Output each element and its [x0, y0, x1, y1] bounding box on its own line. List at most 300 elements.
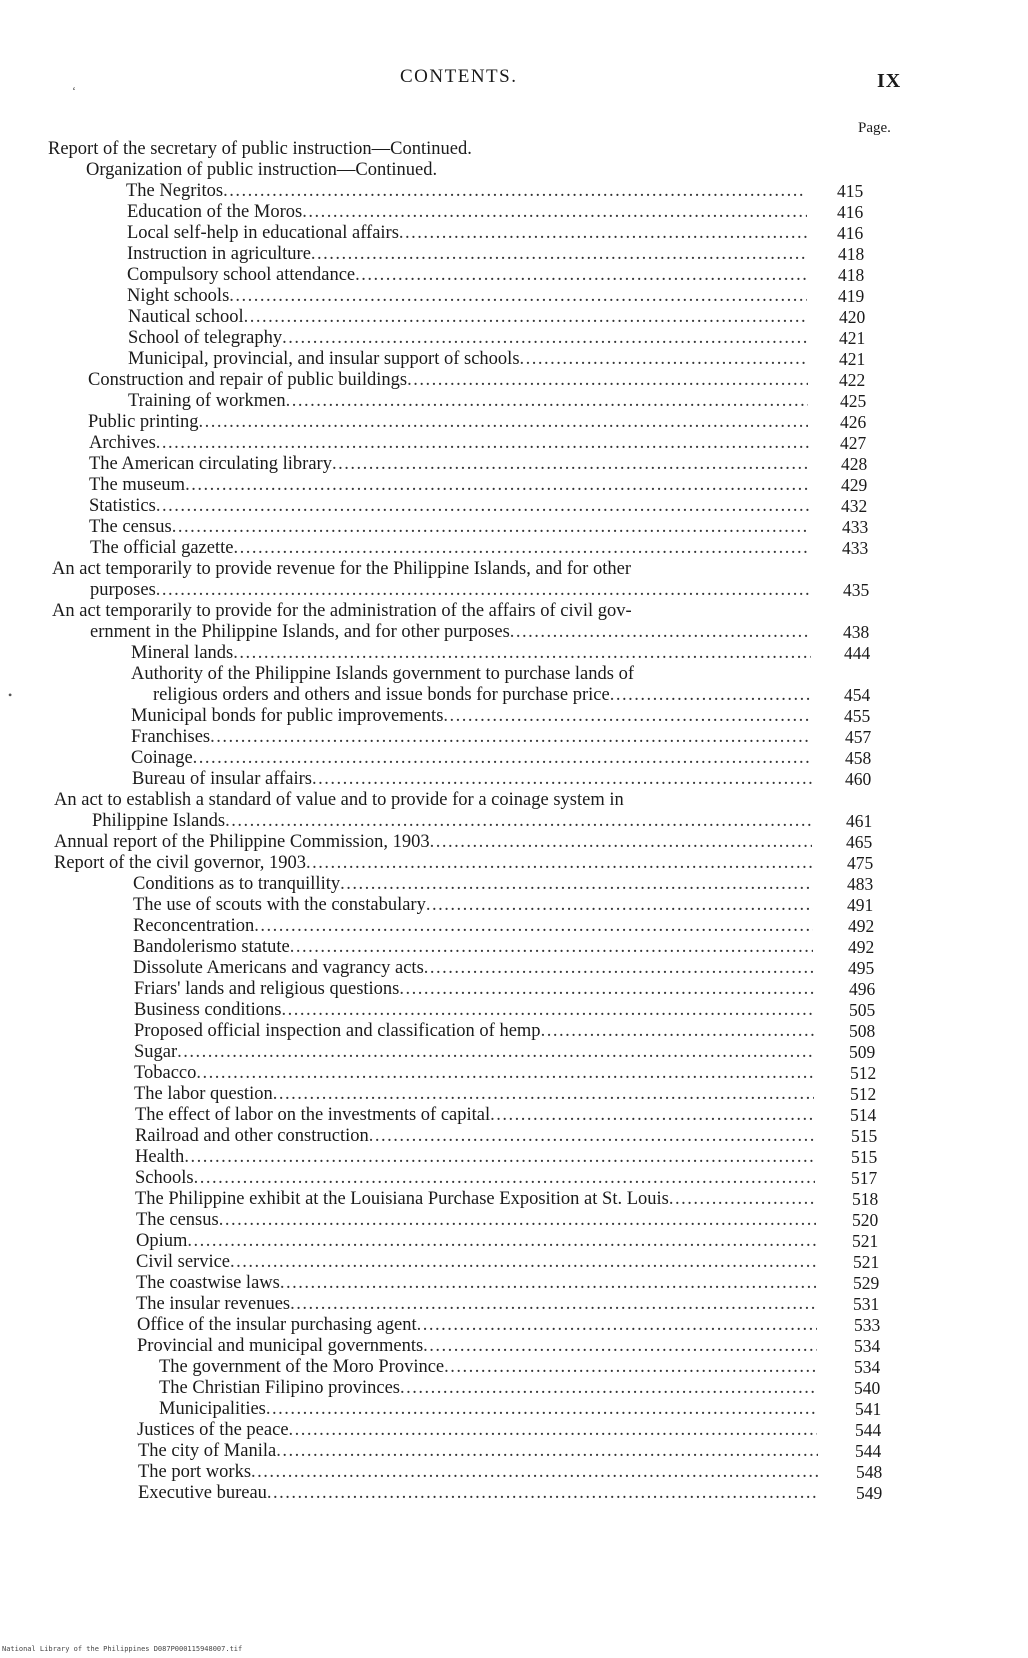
- toc-entry-text-row: [127, 286, 807, 307]
- toc-entry: [0, 601, 1028, 622]
- toc-entry-text-row: [128, 349, 808, 370]
- toc-entry: [0, 286, 1028, 307]
- toc-entry-page-number: 483: [847, 874, 874, 894]
- toc-entry-title: Office of the insular purchasing agent: [137, 1315, 417, 1335]
- dot-leader: [251, 1462, 818, 1483]
- toc-entry-page-number: 418: [838, 244, 865, 264]
- toc-entry-page-number: 518: [852, 1189, 879, 1209]
- toc-entry-text-row: [52, 559, 631, 580]
- toc-entry: [0, 916, 1028, 937]
- toc-entry-page-number: 454: [844, 685, 871, 705]
- toc-entry-text-row: [126, 181, 806, 202]
- toc-entry: [0, 1168, 1028, 1189]
- dot-leader: [443, 706, 811, 727]
- toc-entry: [0, 1357, 1028, 1378]
- toc-entry-title: Instruction in agriculture: [127, 244, 311, 264]
- dot-leader: [332, 454, 809, 475]
- dot-leader: [510, 622, 810, 643]
- dot-leader: [423, 1336, 817, 1357]
- toc-entry: [0, 433, 1028, 454]
- toc-entry-text-row: [92, 811, 812, 832]
- toc-entry-text-row: [159, 1378, 817, 1399]
- toc-entry-title: The use of scouts with the constabulary: [133, 895, 426, 915]
- dot-leader: [156, 496, 809, 517]
- toc-entry-page-number: 512: [850, 1063, 877, 1083]
- toc-entry: [0, 769, 1028, 790]
- toc-entry-text-row: [128, 391, 808, 412]
- toc-entry-page-number: 465: [846, 832, 873, 852]
- toc-entry-title: Provincial and municipal governments: [137, 1336, 424, 1356]
- toc-entry: [0, 664, 1028, 685]
- toc-entry-text-row: [48, 139, 472, 160]
- toc-entry-title: The official gazette: [90, 538, 234, 558]
- toc-entry: [0, 1399, 1028, 1420]
- toc-entry-page-number: 515: [851, 1147, 878, 1167]
- toc-entry-title: An act to establish a standard of value and to provide for a coinage system in: [54, 790, 624, 810]
- toc-entry-page-number: 508: [849, 1021, 876, 1041]
- toc-entry: [0, 1420, 1028, 1441]
- toc-entry: [0, 1084, 1028, 1105]
- dot-leader: [282, 328, 808, 349]
- toc-entry: [0, 181, 1028, 202]
- toc-entry: [0, 1105, 1028, 1126]
- dot-leader: [520, 349, 808, 370]
- toc-entry-text-row: [90, 538, 810, 559]
- dot-leader: [156, 580, 810, 601]
- toc-entry-page-number: 460: [845, 769, 872, 789]
- toc-entry: [0, 706, 1028, 727]
- toc-entry-text-row: [134, 1084, 814, 1105]
- toc-entry-page-number: 455: [844, 706, 871, 726]
- dot-leader: [444, 1357, 817, 1378]
- toc-entry-page-number: 544: [855, 1441, 882, 1461]
- toc-entry-text-row: [54, 853, 812, 874]
- page-column-label: Page.: [858, 120, 891, 136]
- page-title: CONTENTS.: [400, 66, 518, 87]
- toc-entry-title: The labor question: [134, 1084, 273, 1104]
- toc-entry-page-number: 496: [849, 979, 876, 999]
- toc-entry: [0, 265, 1028, 286]
- toc-entry-text-row: [133, 916, 813, 937]
- toc-entry: [0, 1042, 1028, 1063]
- toc-entry-page-number: 457: [845, 727, 872, 747]
- toc-entry-title: The census: [89, 517, 172, 537]
- toc-entry: [0, 895, 1028, 916]
- toc-entry-title: Philippine Islands: [92, 811, 226, 831]
- toc-entry-text-row: [138, 1441, 818, 1462]
- dot-leader: [669, 1189, 815, 1210]
- toc-entry-text-row: [159, 1399, 817, 1420]
- dot-leader: [311, 244, 807, 265]
- toc-entry-text-row: [131, 748, 811, 769]
- toc-entry-page-number: 458: [845, 748, 872, 768]
- dot-leader: [276, 1441, 818, 1462]
- toc-entry-page-number: 415: [837, 181, 864, 201]
- toc-entry-text-row: [138, 1483, 818, 1504]
- toc-entry-title: The census: [136, 1210, 219, 1230]
- toc-entry-text-row: [131, 706, 811, 727]
- dot-leader: [233, 538, 810, 559]
- page-number: IX: [877, 70, 902, 92]
- toc-entry-title: Organization of public instruction—Continued.: [86, 160, 438, 180]
- dot-leader: [400, 1378, 817, 1399]
- toc-entry-title: Annual report of the Philippine Commission, 1903: [54, 832, 430, 852]
- toc-entry: [0, 1000, 1028, 1021]
- toc-entry: [0, 412, 1028, 433]
- toc-entry-title: An act temporarily to provide revenue for the Philippine Islands, and for other: [52, 559, 631, 579]
- toc-entry-title: Public printing: [88, 412, 199, 432]
- toc-entry-text-row: [134, 1063, 814, 1084]
- dot-leader: [210, 727, 811, 748]
- toc-entry-title: Coinage: [131, 748, 193, 768]
- dot-leader: [273, 1084, 814, 1105]
- dot-leader: [355, 265, 807, 286]
- toc-entry-title: The city of Manila: [138, 1441, 277, 1461]
- toc-entry: [0, 496, 1028, 517]
- dot-leader: [340, 874, 813, 895]
- toc-entry-title: Nautical school: [128, 307, 244, 327]
- dot-leader: [290, 1294, 816, 1315]
- margin-dot: •: [8, 688, 13, 702]
- dot-leader: [302, 202, 807, 223]
- toc-entry-page-number: 517: [851, 1168, 878, 1188]
- toc-entry-title: School of telegraphy: [128, 328, 283, 348]
- toc-entry-title: The effect of labor on the investments of capital: [135, 1105, 491, 1125]
- dot-leader: [399, 223, 807, 244]
- toc-entry: [0, 790, 1028, 811]
- toc-entry-page-number: 531: [853, 1294, 880, 1314]
- dot-leader: [426, 895, 813, 916]
- toc-entry-text-row: [131, 664, 634, 685]
- toc-entry: [0, 328, 1028, 349]
- toc-entry-title: Business conditions: [134, 1000, 282, 1020]
- toc-entry-title: Health: [135, 1147, 185, 1167]
- toc-entry-title: ernment in the Philippine Islands, and for other purposes: [90, 622, 510, 642]
- toc-entry-page-number: 529: [853, 1273, 880, 1293]
- toc-entry: [0, 1273, 1028, 1294]
- toc-entry-title: Municipal bonds for public improvements: [131, 706, 444, 726]
- toc-entry: [0, 1021, 1028, 1042]
- toc-entry: [0, 1441, 1028, 1462]
- dot-leader: [407, 370, 808, 391]
- toc-entry-title: Civil service: [136, 1252, 231, 1272]
- toc-entry-title: Executive bureau: [138, 1483, 267, 1503]
- toc-entry-page-number: 520: [852, 1210, 879, 1230]
- dot-leader: [280, 1273, 816, 1294]
- toc-entry-title: Schools: [135, 1168, 194, 1188]
- toc-entry-page-number: 549: [856, 1483, 883, 1503]
- toc-entry-page-number: 492: [848, 937, 875, 957]
- toc-entry-text-row: [135, 1105, 815, 1126]
- dot-leader: [187, 1231, 816, 1252]
- toc-entry-title: The insular revenues: [136, 1294, 291, 1314]
- toc-entry: [0, 370, 1028, 391]
- dot-leader: [196, 1063, 814, 1084]
- toc-entry-text-row: [137, 1315, 817, 1336]
- toc-entry-title: The coastwise laws: [136, 1273, 280, 1293]
- dot-leader: [184, 1147, 815, 1168]
- toc-entry: [0, 1210, 1028, 1231]
- table-of-contents: [0, 139, 1028, 1504]
- dot-leader: [424, 958, 813, 979]
- toc-entry-page-number: 521: [853, 1252, 880, 1272]
- toc-entry: [0, 1294, 1028, 1315]
- toc-entry-page-number: 427: [840, 433, 867, 453]
- toc-entry: [0, 559, 1028, 580]
- toc-entry-text-row: [89, 496, 809, 517]
- toc-entry: [0, 811, 1028, 832]
- toc-entry-page-number: 492: [848, 916, 875, 936]
- footer-source: National Library of the Philippines D087P000115948007.tif: [2, 1645, 243, 1653]
- toc-entry: [0, 1462, 1028, 1483]
- dot-leader: [417, 1315, 817, 1336]
- toc-entry-text-row: [89, 475, 809, 496]
- toc-entry-title: Mineral lands: [131, 643, 234, 663]
- toc-entry-text-row: [134, 1042, 814, 1063]
- toc-entry: [0, 160, 1028, 181]
- toc-entry: [0, 202, 1028, 223]
- toc-entry-title: Local self-help in educational affairs: [127, 223, 399, 243]
- toc-entry-title: Construction and repair of public buildings: [88, 370, 408, 390]
- toc-entry: [0, 832, 1028, 853]
- dot-leader: [490, 1105, 815, 1126]
- toc-entry-title: Railroad and other construction: [135, 1126, 369, 1146]
- dot-leader: [172, 517, 809, 538]
- dot-leader: [194, 1168, 815, 1189]
- toc-entry: [0, 853, 1028, 874]
- toc-entry: [0, 937, 1028, 958]
- toc-entry-page-number: 512: [850, 1084, 877, 1104]
- toc-entry-text-row: [88, 370, 808, 391]
- toc-entry-text-row: [86, 160, 437, 181]
- toc-entry-text-row: [89, 454, 809, 475]
- toc-entry-title: Training of workmen: [128, 391, 286, 411]
- toc-entry: [0, 748, 1028, 769]
- toc-entry-title: The port works: [138, 1462, 252, 1482]
- toc-entry-text-row: [128, 307, 808, 328]
- dot-leader: [156, 433, 809, 454]
- dot-leader: [266, 1399, 817, 1420]
- dot-leader: [177, 1042, 814, 1063]
- toc-entry: [0, 1231, 1028, 1252]
- toc-entry-title: Tobacco: [134, 1063, 197, 1083]
- dot-leader: [244, 307, 808, 328]
- toc-entry-text-row: [137, 1420, 817, 1441]
- toc-entry: [0, 517, 1028, 538]
- toc-entry-page-number: 433: [842, 538, 869, 558]
- toc-entry-text-row: [136, 1294, 816, 1315]
- toc-entry-page-number: 425: [840, 391, 867, 411]
- toc-entry-title: The American circulating library: [89, 454, 332, 474]
- toc-entry-title: The Christian Filipino provinces: [159, 1378, 400, 1398]
- dot-leader: [289, 1420, 817, 1441]
- toc-entry-text-row: [127, 244, 807, 265]
- toc-entry-text-row: [153, 685, 811, 706]
- toc-entry-text-row: [127, 202, 807, 223]
- dot-leader: [610, 685, 811, 706]
- toc-entry-title: The government of the Moro Province: [159, 1357, 445, 1377]
- toc-entry-page-number: 548: [856, 1462, 883, 1482]
- toc-entry-page-number: 421: [839, 349, 866, 369]
- dot-leader: [312, 769, 812, 790]
- dot-leader: [399, 979, 814, 1000]
- dot-leader: [541, 1021, 814, 1042]
- toc-entry: [0, 349, 1028, 370]
- toc-entry-title: Proposed official inspection and classification of hemp: [134, 1021, 541, 1041]
- dot-leader: [282, 1000, 815, 1021]
- toc-entry-title: Justices of the peace: [137, 1420, 289, 1440]
- dot-leader: [267, 1483, 818, 1504]
- toc-entry-page-number: 540: [854, 1378, 881, 1398]
- toc-entry: [0, 391, 1028, 412]
- toc-entry: [0, 1189, 1028, 1210]
- toc-entry: [0, 622, 1028, 643]
- toc-entry-title: Conditions as to tranquillity: [133, 874, 341, 894]
- dot-leader: [233, 643, 811, 664]
- toc-entry-text-row: [134, 1000, 814, 1021]
- dot-leader: [369, 1126, 815, 1147]
- toc-entry-page-number: 422: [839, 370, 866, 390]
- toc-entry-title: Municipalities: [159, 1399, 266, 1419]
- toc-entry-text-row: [136, 1252, 816, 1273]
- toc-entry-title: Sugar: [134, 1042, 178, 1062]
- toc-entry-title: The museum: [89, 475, 186, 495]
- toc-entry: [0, 1483, 1028, 1504]
- toc-entry-page-number: 544: [855, 1420, 882, 1440]
- toc-entry-page-number: 534: [854, 1357, 881, 1377]
- dot-leader: [185, 475, 809, 496]
- toc-entry-title: Municipal, provincial, and insular support of schools: [128, 349, 520, 369]
- toc-entry: [0, 1252, 1028, 1273]
- toc-entry-text-row: [159, 1357, 817, 1378]
- toc-entry-title: religious orders and others and issue bonds for purchase price: [153, 685, 610, 705]
- toc-entry: [0, 139, 1028, 160]
- toc-entry-text-row: [138, 1462, 818, 1483]
- toc-entry-text-row: [131, 727, 811, 748]
- toc-entry-page-number: 416: [837, 202, 864, 222]
- toc-entry-page-number: 433: [842, 517, 869, 537]
- toc-entry: [0, 1336, 1028, 1357]
- dot-leader: [306, 853, 812, 874]
- toc-entry: [0, 1063, 1028, 1084]
- toc-entry-title: Archives: [89, 433, 156, 453]
- toc-entry-title: Authority of the Philippine Islands government to purchase lands of: [131, 664, 635, 684]
- toc-entry: [0, 958, 1028, 979]
- toc-entry-title: The Negritos: [126, 181, 224, 201]
- toc-entry-text-row: [127, 223, 807, 244]
- toc-entry: [0, 643, 1028, 664]
- toc-entry-text-row: [128, 328, 808, 349]
- dot-leader: [286, 391, 808, 412]
- toc-entry-page-number: 418: [838, 265, 865, 285]
- dot-leader: [254, 916, 813, 937]
- toc-entry-text-row: [137, 1336, 817, 1357]
- dot-leader: [223, 181, 806, 202]
- toc-entry-title: Compulsory school attendance: [127, 265, 356, 285]
- toc-entry-page-number: 432: [841, 496, 868, 516]
- toc-entry-text-row: [88, 412, 808, 433]
- dot-leader: [430, 832, 812, 853]
- toc-entry-title: Franchises: [131, 727, 211, 747]
- toc-entry-page-number: 534: [854, 1336, 881, 1356]
- toc-entry-title: Report of the civil governor, 1903: [54, 853, 307, 873]
- toc-entry-page-number: 419: [838, 286, 865, 306]
- toc-entry-page-number: 461: [846, 811, 873, 831]
- toc-entry-page-number: 491: [847, 895, 874, 915]
- toc-entry-page-number: 515: [851, 1126, 878, 1146]
- dot-leader: [230, 1252, 816, 1273]
- toc-entry-text-row: [136, 1231, 816, 1252]
- toc-entry-text-row: [54, 832, 812, 853]
- toc-entry-title: Night schools: [127, 286, 230, 306]
- toc-entry-title: Report of the secretary of public instruction—Continued.: [48, 139, 472, 159]
- stray-mark: ‘: [72, 84, 76, 98]
- toc-entry-text-row: [136, 1273, 816, 1294]
- toc-entry-title: Bureau of insular affairs: [132, 769, 312, 789]
- toc-entry-page-number: 428: [841, 454, 868, 474]
- toc-entry-page-number: 420: [839, 307, 866, 327]
- dot-leader: [219, 1210, 816, 1231]
- toc-entry-text-row: [90, 622, 810, 643]
- toc-entry: [0, 244, 1028, 265]
- toc-entry-text-row: [90, 580, 810, 601]
- toc-entry-title: purposes: [90, 580, 156, 600]
- dot-leader: [193, 748, 811, 769]
- toc-entry-title: Bandolerismo statute: [133, 937, 290, 957]
- toc-entry-page-number: 416: [837, 223, 864, 243]
- toc-entry-text-row: [133, 895, 813, 916]
- toc-entry-text-row: [127, 265, 807, 286]
- toc-entry: [0, 475, 1028, 496]
- toc-entry-title: Reconcentration: [133, 916, 255, 936]
- dot-leader: [199, 412, 809, 433]
- toc-entry-page-number: 521: [852, 1231, 879, 1251]
- toc-entry-text-row: [133, 937, 813, 958]
- toc-entry-page-number: 429: [841, 475, 868, 495]
- toc-entry: [0, 979, 1028, 1000]
- toc-entry-title: Friars' lands and religious questions: [134, 979, 400, 999]
- toc-entry-page-number: 438: [843, 622, 870, 642]
- toc-entry: [0, 307, 1028, 328]
- toc-entry-text-row: [133, 958, 813, 979]
- toc-entry-title: An act temporarily to provide for the administration of the affairs of civil gov-: [52, 601, 632, 621]
- toc-entry: [0, 685, 1028, 706]
- toc-entry-text-row: [89, 433, 809, 454]
- toc-entry-page-number: 426: [840, 412, 867, 432]
- toc-entry: [0, 454, 1028, 475]
- toc-entry-text-row: [89, 517, 809, 538]
- toc-entry-text-row: [135, 1168, 815, 1189]
- toc-entry-title: Dissolute Americans and vagrancy acts: [133, 958, 424, 978]
- toc-entry: [0, 1378, 1028, 1399]
- toc-entry-text-row: [134, 979, 814, 1000]
- toc-entry-page-number: 435: [843, 580, 870, 600]
- toc-entry: [0, 1126, 1028, 1147]
- toc-entry: [0, 538, 1028, 559]
- toc-entry-page-number: 514: [850, 1105, 877, 1125]
- toc-entry-text-row: [52, 601, 632, 622]
- toc-entry-text-row: [133, 874, 813, 895]
- toc-entry-title: Opium: [136, 1231, 188, 1251]
- toc-entry: [0, 223, 1028, 244]
- dot-leader: [225, 811, 812, 832]
- toc-entry-text-row: [135, 1147, 815, 1168]
- dot-leader: [290, 937, 813, 958]
- toc-entry-page-number: 495: [848, 958, 875, 978]
- toc-entry: [0, 1147, 1028, 1168]
- toc-entry: [0, 727, 1028, 748]
- dot-leader: [229, 286, 807, 307]
